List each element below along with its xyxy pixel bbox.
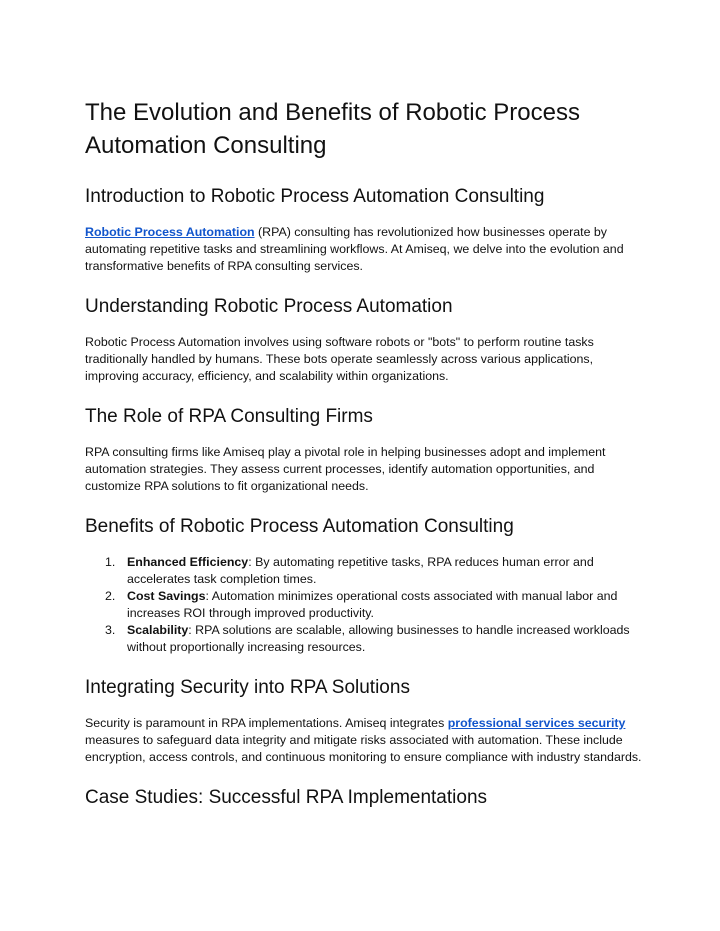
list-number: 2. bbox=[105, 589, 116, 603]
heading-benefits: Benefits of Robotic Process Automation Consulting bbox=[85, 516, 514, 537]
link-robotic-process-automation[interactable]: Robotic Process Automation bbox=[85, 225, 255, 239]
list-number: 1. bbox=[105, 555, 116, 569]
list-item bbox=[85, 588, 645, 622]
benefit-term: Scalability bbox=[127, 623, 189, 637]
heading-understanding-rpa: Understanding Robotic Process Automation bbox=[85, 296, 453, 317]
list-item bbox=[85, 554, 645, 588]
benefits-list bbox=[85, 554, 645, 656]
list-item bbox=[85, 622, 645, 656]
paragraph-security-text-after: measures to safeguard data integrity and mitigate risks associated with automation. These include encryption, access controls, and continuous monitoring to ensure compliance with industry standards. bbox=[85, 733, 642, 764]
benefit-text: : RPA solutions are scalable, allowing businesses to handle increased workloads without proportionally increasing resources. bbox=[127, 623, 630, 654]
paragraph-introduction bbox=[85, 224, 645, 275]
document-title: The Evolution and Benefits of Robotic Process Automation Consulting bbox=[85, 99, 580, 159]
benefit-text: : Automation minimizes operational costs associated with manual labor and increases ROI through improved productivity. bbox=[127, 589, 618, 620]
paragraph-understanding-rpa: Robotic Process Automation involves using software robots or "bots" to perform routine tasks traditionally handled by humans. These bots operate seamlessly across various applications, improving accuracy, efficiency, and scalability within organizations. bbox=[85, 335, 594, 383]
heading-case-studies: Case Studies: Successful RPA Implementations bbox=[85, 787, 488, 808]
paragraph-security bbox=[85, 715, 645, 766]
paragraph-introduction-text: (RPA) consulting has revolutionized how businesses operate by automating repetitive tasks and streamlining workflows. At Amiseq, we delve into the evolution and transformative benefits of RPA consulting services. bbox=[85, 225, 624, 273]
heading-security: Integrating Security into RPA Solutions bbox=[85, 677, 410, 698]
heading-role-of-rpa-firms: The Role of RPA Consulting Firms bbox=[85, 406, 373, 427]
paragraph-security-text-before: Security is paramount in RPA implementations. Amiseq integrates bbox=[85, 716, 448, 730]
benefit-term: Cost Savings bbox=[127, 589, 206, 603]
paragraph-role-of-rpa-firms: RPA consulting firms like Amiseq play a pivotal role in helping businesses adopt and implement automation strategies. They assess current processes, identify automation opportunities, and customize RPA solutions to fit organizational needs. bbox=[85, 445, 606, 493]
heading-introduction: Introduction to Robotic Process Automation Consulting bbox=[85, 186, 545, 207]
document-body bbox=[85, 96, 645, 810]
link-professional-services-security[interactable]: professional services security bbox=[447, 716, 626, 730]
list-number: 3. bbox=[105, 623, 116, 637]
benefit-term: Enhanced Efficiency bbox=[127, 555, 249, 569]
benefit-text: : By automating repetitive tasks, RPA reduces human error and accelerates task completion times. bbox=[127, 555, 594, 586]
